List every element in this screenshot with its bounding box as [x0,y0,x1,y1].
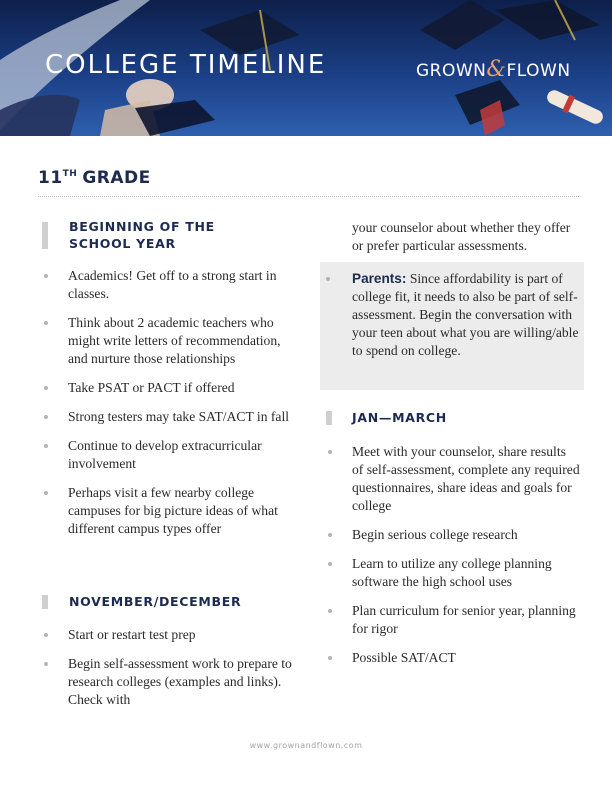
list-item [38,379,296,397]
parents-label: Parents: [352,271,407,286]
page-title: COLLEGE TIMELINE [45,50,327,80]
header-banner [0,0,612,136]
list-item-text: Perhaps visit a few nearby college campuses for big picture ideas of what different campus types offer [68,485,278,536]
bullet-icon [328,450,332,454]
list-item-text: Begin serious college research [352,527,518,542]
list-item [322,443,580,515]
bullet-icon [328,609,332,613]
grade-label: GRADE [82,168,151,188]
bullet-icon [44,386,48,390]
list-item [38,626,296,644]
footer-url: www.grownandflown.com [249,741,363,750]
section-divider [38,196,579,197]
nov-dec-continuation: your counselor about whether they offer or prefer particular assessments. [352,220,571,253]
parents-text [352,270,580,360]
list-item-text: Academics! Get off to a strong start in classes. [68,268,277,301]
list-item [38,437,296,473]
grade-title [38,168,151,188]
list-item-text: Start or restart test prep [68,627,196,642]
bullet-icon [44,662,48,666]
bullet-icon [326,277,330,281]
jan-march-list [322,443,580,667]
brand-logo [416,57,571,82]
section-heading-jan-march: JAN—MARCH [352,410,447,425]
list-item-text: Take PSAT or PACT if offered [68,380,235,395]
list-item [38,267,296,303]
list-item [38,408,296,426]
bullet-icon [328,656,332,660]
parents-callout [320,262,584,390]
bullet-icon [44,491,48,495]
bullet-icon [44,633,48,637]
list-item [38,655,296,709]
heading-line: SCHOOL YEAR [69,236,176,251]
section-heading-beginning [69,218,215,252]
brand-word-right: FLOWN [506,61,571,81]
heading-line: BEGINNING OF THE [69,219,215,234]
bullet-icon [44,415,48,419]
section-heading-nov-dec: NOVEMBER/DECEMBER [69,594,242,609]
list-item-text: Plan curriculum for senior year, planning for rigor [352,603,576,636]
list-item-text: Strong testers may take SAT/ACT in fall [68,409,289,424]
brand-ampersand: & [486,57,507,82]
list-item [322,526,580,544]
section-marker [326,411,332,425]
list-item-text: Possible SAT/ACT [352,650,456,665]
bullet-icon [44,444,48,448]
section-marker [42,595,48,609]
list-item [322,602,580,638]
section-marker [42,222,48,249]
list-item-text: Meet with your counselor, share results of self-assessment, complete any required questionnaires, share ideas and goals for college [352,444,580,513]
list-item [322,649,580,667]
grade-suffix: TH [62,169,78,179]
grade-number: 11 [38,168,63,188]
brand-word-left: GROWN [416,61,487,81]
list-item-text: Think about 2 academic teachers who might write letters of recommendation, and nurture those relationships [68,315,281,366]
list-item [38,484,296,538]
beginning-list [38,267,296,538]
list-item [322,555,580,591]
list-item-text: Learn to utilize any college planning software the high school uses [352,556,552,589]
list-item [38,314,296,368]
parents-body: Since affordability is part of college fit, it needs to also be part of self-assessment. Begin the conversation with your teen about what you are willing/able to spend on college. [352,271,579,358]
nov-dec-list [38,626,296,709]
list-item-text: Begin self-assessment work to prepare to research colleges (examples and links). Check with [68,656,292,707]
bullet-icon [44,321,48,325]
list-item-text: Continue to develop extracurricular involvement [68,438,262,471]
bullet-icon [328,562,332,566]
bullet-icon [44,274,48,278]
bullet-icon [328,533,332,537]
